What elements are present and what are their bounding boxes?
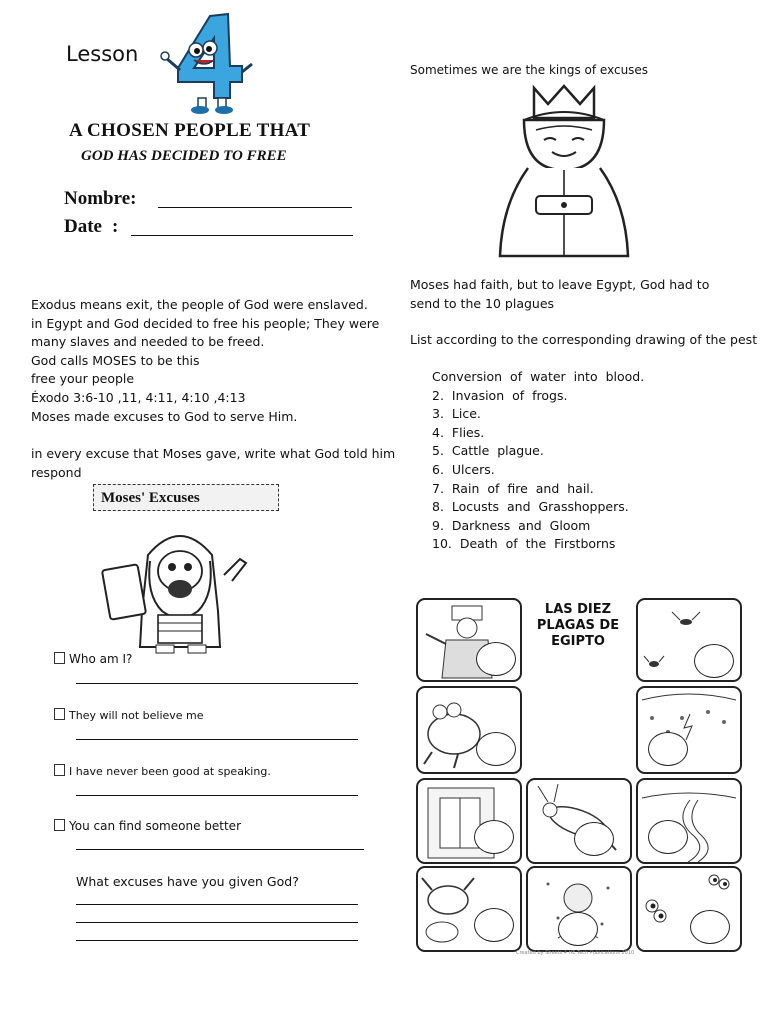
date-colon: :	[112, 216, 119, 237]
moses-excuses-box	[93, 484, 279, 511]
excuse-item-1: Who am I?	[54, 652, 132, 666]
kings-text: Sometimes we are the kings of excuses	[410, 63, 649, 77]
answer-circle[interactable]	[558, 912, 598, 946]
plague-figure-title: LAS DIEZ PLAGAS DE EGIPTO	[536, 602, 620, 649]
plague-panel-darkness	[526, 866, 632, 952]
plague-panel-eyes	[636, 866, 742, 952]
excuse-item-3: I have never been good at speaking.	[54, 764, 271, 778]
answer-circle[interactable]	[694, 644, 734, 678]
answer-circle[interactable]	[476, 642, 516, 676]
answer-circle[interactable]	[574, 822, 614, 856]
plague-panel-frog	[416, 686, 522, 774]
checkbox-icon	[54, 708, 65, 720]
plague-list	[432, 368, 644, 554]
intro-line: free your people	[31, 371, 135, 387]
lesson-label: Lesson	[66, 42, 139, 66]
closing-answer-line-2[interactable]	[76, 922, 358, 923]
plague-panel-cattle	[416, 866, 522, 952]
answer-line-2[interactable]	[76, 739, 358, 740]
title-line-2: GOD HAS DECIDED TO FREE	[81, 148, 287, 164]
figure-credit: Created by Sheets 4 HE Tech Publications 2010	[516, 950, 635, 956]
intro-line: Exodus means exit, the people of God were enslaved.	[31, 297, 368, 312]
faith-line: Moses had faith, but to leave Egypt, God had to	[410, 277, 710, 292]
river-drawing	[638, 780, 740, 862]
faith-line: send to the 10 plagues	[410, 295, 555, 311]
answer-circle[interactable]	[648, 820, 688, 854]
plague-panel-door	[416, 778, 522, 864]
title-line-1: A CHOSEN PEOPLE THAT	[69, 120, 311, 141]
checkbox-icon	[54, 652, 65, 664]
intro-line: in Egypt and God decided to free his people; They were	[31, 315, 380, 331]
intro-line: Éxodo 3:6-10 ,11, 4:11, 4:10 ,4:13	[31, 389, 246, 405]
answer-line-1[interactable]	[76, 683, 358, 684]
answer-line-4[interactable]	[76, 849, 364, 850]
answer-circle[interactable]	[476, 732, 516, 766]
plague-panel-flies	[636, 598, 742, 682]
intro-paragraph	[31, 296, 401, 426]
plague-item: 4. Flies.	[432, 424, 485, 440]
plague-item: 5. Cattle plague.	[432, 443, 544, 459]
moses-excuses-title: Moses' Excuses	[101, 490, 200, 506]
closing-answer-line-3[interactable]	[76, 940, 358, 941]
name-label: Nombre:	[64, 188, 137, 209]
instruction-line: respond	[31, 464, 82, 480]
plague-item: 2. Invasion of frogs.	[432, 387, 568, 403]
checkbox-icon	[54, 819, 65, 831]
plague-item: 3. Lice.	[432, 406, 481, 422]
instruction-paragraph	[31, 445, 401, 482]
faith-paragraph	[410, 276, 709, 313]
closing-question: What excuses have you given God?	[76, 874, 299, 889]
plague-panel-hail	[636, 686, 742, 774]
moses-illustration	[100, 515, 260, 657]
answer-circle[interactable]	[690, 910, 730, 944]
king-illustration	[494, 84, 634, 264]
closing-answer-line-1[interactable]	[76, 904, 358, 905]
plague-item: Conversion of water into blood.	[432, 369, 645, 384]
answer-circle[interactable]	[474, 908, 514, 942]
lesson-number-mascot	[158, 10, 258, 116]
plague-item: 8. Locusts and Grasshoppers.	[432, 499, 629, 515]
checkbox-icon	[54, 764, 65, 776]
list-instruction: List according to the corresponding drawing of the pest	[410, 332, 758, 347]
plague-item: 6. Ulcers.	[432, 461, 495, 477]
name-field-line[interactable]	[158, 207, 352, 208]
intro-line: Moses made excuses to God to serve Him.	[31, 408, 298, 424]
excuse-item-2: They will not believe me	[54, 708, 204, 722]
date-field-line[interactable]	[131, 235, 353, 236]
plague-panel-locust	[526, 778, 632, 864]
excuse-item-4: You can find someone better	[54, 819, 241, 833]
date-label: Date	[64, 216, 102, 237]
answer-line-3[interactable]	[76, 795, 358, 796]
intro-line: many slaves and needed to be freed.	[31, 334, 265, 350]
plague-item: 7. Rain of fire and hail.	[432, 480, 594, 496]
plague-item: 9. Darkness and Gloom	[432, 517, 591, 533]
intro-line: God calls MOSES to be this	[31, 352, 200, 368]
instruction-line: in every excuse that Moses gave, write what God told him	[31, 446, 396, 461]
answer-circle[interactable]	[474, 820, 514, 854]
answer-circle[interactable]	[648, 732, 688, 766]
plague-item: 10. Death of the Firstborns	[432, 536, 616, 552]
plague-panel-pharaoh	[416, 598, 522, 682]
plague-panel-river	[636, 778, 742, 864]
